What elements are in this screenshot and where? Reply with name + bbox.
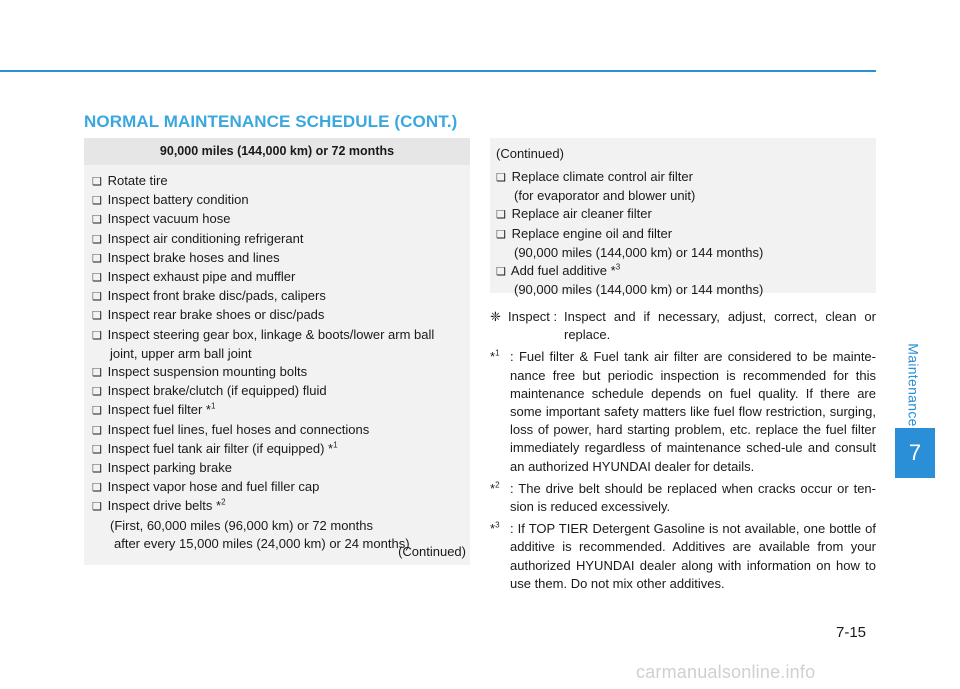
checkbox-icon: ❑ [92,272,102,285]
footnote-key: *$^3$ [490,520,500,537]
schedule-panel-continued [490,138,876,298]
watermark: carmanualsonline.info [636,662,816,682]
checkbox-icon: ❑ [496,209,506,222]
schedule-item-continuation: (90,000 miles (144,000 km) or 144 months) [514,282,764,298]
top-rule [0,70,876,72]
schedule-item: ❑ Rotate tire [92,172,470,191]
footnote-ref: 2 [221,498,226,508]
schedule-item: ❑ Replace engine oil and filter [496,225,876,244]
schedule-item: ❑ Inspect drive belts *$^2$ [92,497,470,516]
schedule-item: ❑ Inspect steering gear box, linkage & boots/lower arm ball [92,326,470,345]
checkbox-icon: ❑ [92,424,102,437]
schedule-item: ❑ Inspect battery condition [92,191,470,210]
schedule-item: ❑ Inspect fuel tank air filter (if equipped) *$^1$ [92,440,470,459]
schedule-item: ❑ Inspect front brake disc/pads, calipers [92,287,470,306]
schedule-item: ❑ Inspect brake/clutch (if equipped) fluid [92,382,470,401]
schedule-item-continuation: (for evaporator and blower unit) [514,188,696,204]
checkbox-icon: ❑ [92,482,102,495]
checkbox-icon: ❑ [92,252,102,265]
checkbox-icon: ❑ [92,176,102,188]
checkbox-icon: ❑ [92,214,102,227]
checkbox-icon: ❑ [496,266,506,279]
checkbox-icon: ❑ [92,329,102,342]
footnote-text: : The drive belt should be replaced when cracks occur or ten-sion is reduced excessively. [510,480,876,515]
schedule-item: ❑ Inspect exhaust pipe and muffler [92,268,470,287]
footnote-ref: 3 [615,262,621,272]
schedule-item-continuation: (First, 60,000 miles (96,000 km) or 72 months [110,517,373,533]
schedule-item: ❑ Inspect suspension mounting bolts [92,363,470,382]
checkbox-icon: ❑ [92,386,102,399]
schedule-item: ❑ Inspect parking brake [92,459,470,478]
footnote-text: : If TOP TIER Detergent Gasoline is not available, one bottle of additive is recommended. Additives are available from your authorized HYUNDAI dealer along with information on how to use them. Do not mix other additives. [510,521,876,591]
schedule-item: ❑ Inspect vacuum hose [92,210,470,229]
checkbox-icon: ❑ [92,405,102,418]
checkbox-icon: ❑ [92,291,102,304]
schedule-item: ❑ Inspect fuel filter *$^1$ [92,401,470,420]
schedule-heading: 90,000 miles (144,000 km) or 72 months [84,138,470,165]
inspect-note [490,308,876,344]
checkbox-icon: ❑ [496,228,506,241]
checkbox-icon: ❑ [92,195,102,208]
footnote-2 [490,480,876,516]
schedule-item: ❑ Replace air cleaner filter [496,205,876,224]
schedule-panel-90000 [84,138,470,565]
inspect-lead: Inspect : [508,309,558,324]
continued-label: (Continued) [398,544,466,559]
inspect-text: Inspect and if necessary, adjust, correct, clean or replace. [564,309,876,343]
schedule-item: ❑ Inspect air conditioning refrigerant [92,230,470,249]
checkbox-icon: ❑ [496,172,506,184]
schedule-item: ❑ Replace climate control air filter [496,168,876,187]
inspect-symbol-icon: ❈ [490,309,501,324]
chapter-tab: 7 [895,428,935,478]
chapter-label: Maintenance [906,343,922,427]
schedule-item-continuation: joint, upper arm ball joint [110,345,252,361]
schedule-item-continuation: (90,000 miles (144,000 km) or 144 months) [514,244,764,260]
schedule-item: ❑ Inspect vapor hose and fuel filler cap [92,478,470,497]
footnotes [490,308,876,597]
checkbox-icon: ❑ [92,463,102,476]
schedule-items [84,165,470,553]
schedule-item: ❑ Inspect brake hoses and lines [92,249,470,268]
schedule-item: ❑ Inspect rear brake shoes or disc/pads [92,306,470,325]
footnote-key: *$^2$ [490,480,500,496]
footnote-3 [490,520,876,593]
footnote-ref: 1 [210,402,216,412]
checkbox-icon: ❑ [92,443,102,456]
footnote-text: : Fuel filter & Fuel tank air filter are considered to be mainte-nance free but periodic inspection is recommended for this maintenance schedule depends on fuel quality. If there are some important safety matters like fuel flow restriction, surging, loss of power, hard starting problem, etc. replace the fuel filter immediately regardless of maintenance sched-ule and consult an authorized HYUNDAI dealer for details. [510,349,876,474]
checkbox-icon: ❑ [92,501,102,514]
schedule-item: ❑ Add fuel additive *$^3$ [496,262,876,281]
checkbox-icon: ❑ [92,310,102,323]
checkbox-icon: ❑ [92,367,102,380]
footnote-1 [490,348,876,475]
footnote-key: *$^1$ [490,349,500,365]
continued-heading: (Continued) [496,146,564,161]
page-number: 7-15 [836,624,867,641]
footnote-ref: 1 [333,440,338,450]
schedule-item-continuation: after every 15,000 miles (24,000 km) or 24 months) [114,535,410,551]
page-title: NORMAL MAINTENANCE SCHEDULE (CONT.) [84,112,458,131]
checkbox-icon: ❑ [92,233,102,246]
schedule-item: ❑ Inspect fuel lines, fuel hoses and connections [92,421,470,440]
